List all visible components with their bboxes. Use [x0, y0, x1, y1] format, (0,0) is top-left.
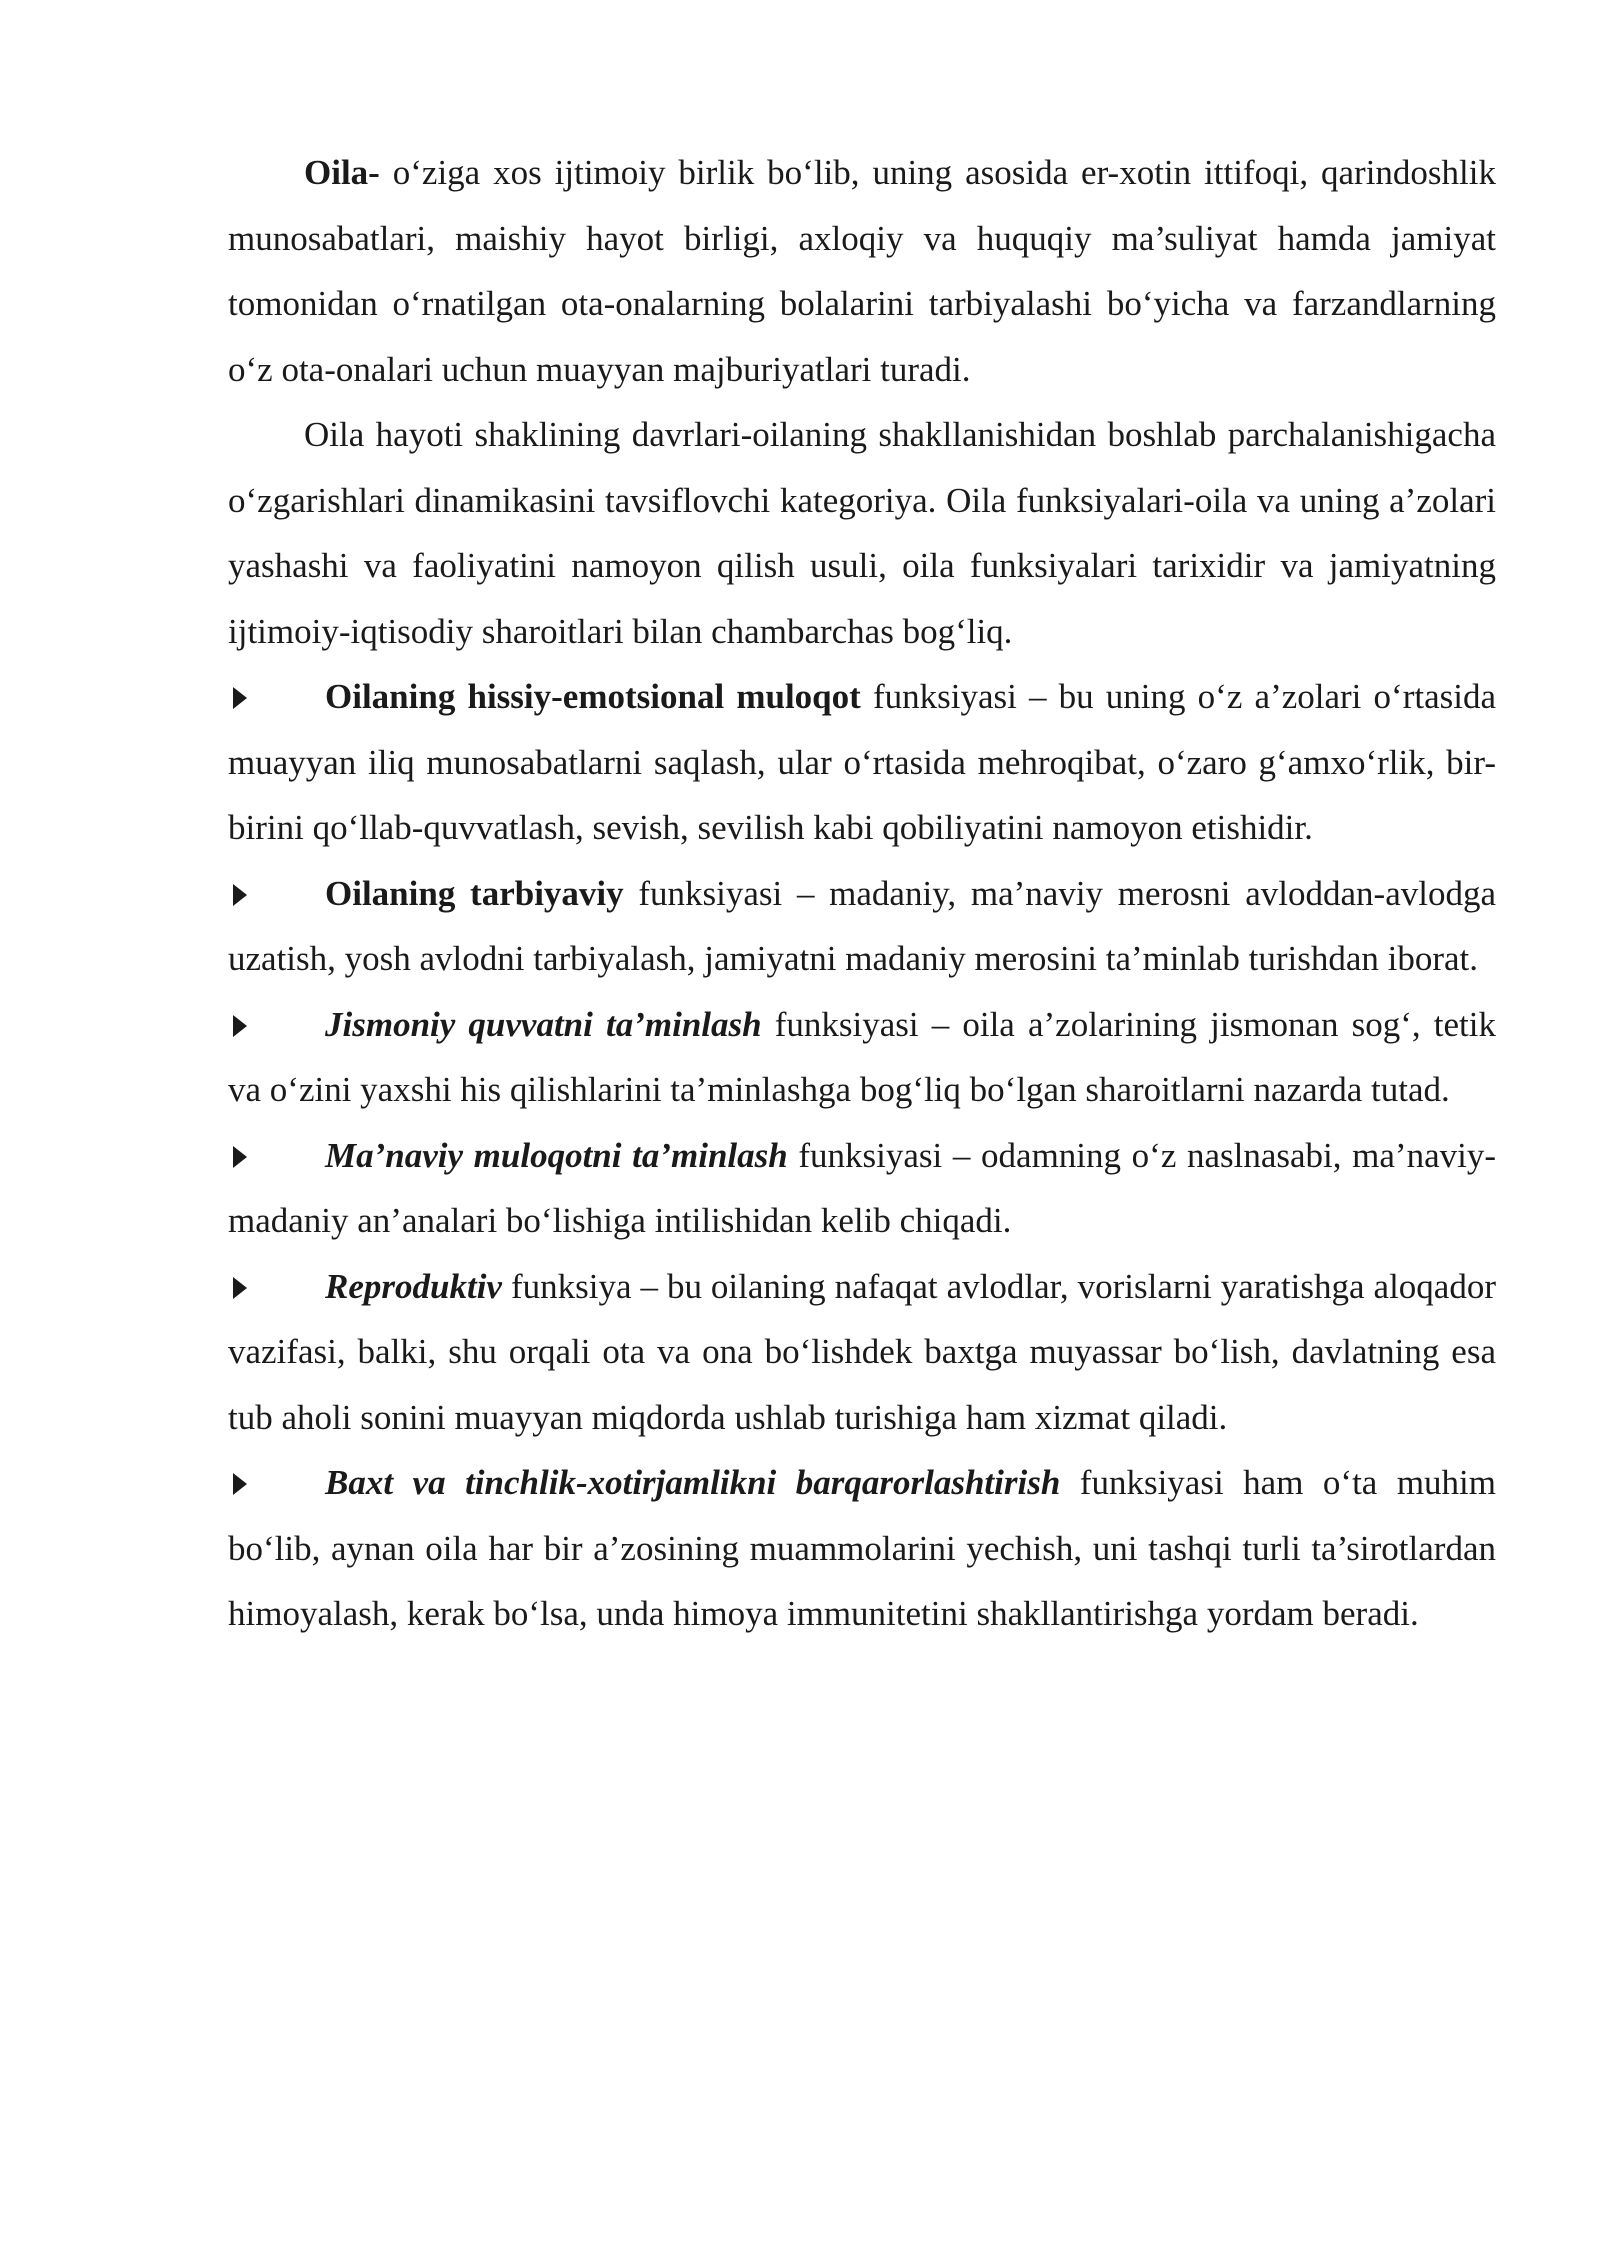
- function-text: funksiyasi – bu uning o‘z a’zolari o‘rtasida muayyan iliq munosabatlarni saqlash, ular o‘rtasida mehroqibat, o‘zaro g‘amxo‘rlik, bir-birini qo‘llab-quvvatlash, sevish, sevilish kabi qobiliyatini namoyon etishidir.: [228, 677, 1496, 847]
- function-term: Oilaning hissiy-emotsional muloqot: [325, 677, 861, 716]
- function-item-educational: [228, 861, 1496, 992]
- function-text: funksiyasi – oila a’zolarining jismonan sog‘, tetik va o‘zini yaxshi his qilishlarini ta’minlashga bog‘liq bo‘lgan sharoitlarni nazarda tutad.: [228, 1004, 1496, 1109]
- function-term: Baxt va tinchlik-xotirjamlikni barqarorlashtirish: [325, 1463, 1061, 1502]
- paragraph-oila-hayoti: [228, 402, 1496, 664]
- paragraph-oila-definition: [228, 140, 1496, 402]
- function-text: funksiyasi ham o‘ta muhim bo‘lib, aynan oila har bir a’zosining muammolarini yechish, uni tashqi turli ta’sirotlardan himoyalash, kerak bo‘lsa, unda himoya immunitetini shakllantirishga yordam beradi.: [228, 1463, 1497, 1633]
- bullet-arrow-icon: [233, 1015, 247, 1037]
- function-item-physical: [228, 992, 1496, 1123]
- function-term: Ma’naviy muloqotni ta’minlash: [325, 1135, 788, 1175]
- bullet-arrow-icon: [233, 1277, 247, 1299]
- function-item-reproductive: [228, 1254, 1496, 1451]
- bullet-arrow-icon: [233, 1146, 247, 1168]
- function-item-spiritual: [228, 1123, 1496, 1254]
- paragraph-text: Oila hayoti shaklining davrlari-oilaning shakllanishidan boshlab parchalanishigacha o‘zgarishlari dinamikasini tavsiflovchi kategoriya. Oila funksiyalari-oila va uning a’zolari yashashi va faoliyatini namoyon qilish usuli, oila funksiyalari tarixidir va jamiyatning ijtimoiy-iqtisodiy sharoitlari bilan chambarchas bog‘liq.: [228, 415, 1496, 651]
- document-page: [228, 140, 1496, 1647]
- function-text: funksiya – bu oilaning nafaqat avlodlar, vorislarni yaratishga aloqador vazifasi, balki, shu orqali ota va ona bo‘lishdek baxtga muyassar bo‘lish, davlatning esa tub aholi sonini muayyan miqdorda ushlab turishiga ham xizmat qiladi.: [228, 1266, 1496, 1437]
- bullet-arrow-icon: [233, 687, 247, 709]
- function-item-emotional: [228, 664, 1496, 861]
- bullet-arrow-icon: [233, 884, 247, 906]
- function-term: Reproduktiv: [325, 1266, 502, 1306]
- function-text: funksiyasi – odamning o‘z naslnasabi, ma’naviy-madaniy an’analari bo‘lishiga intilishidan kelib chiqadi.: [228, 1135, 1496, 1240]
- function-term: Oilaning tarbiyaviy: [325, 873, 624, 913]
- term-oila: Oila-: [304, 153, 380, 192]
- function-text: funksiyasi – madaniy, ma’naviy merosni avloddan-avlodga uzatish, yosh avlodni tarbiyalash, jamiyatni madaniy merosini ta’minlab turishdan iborat.: [228, 873, 1496, 978]
- bullet-arrow-icon: [233, 1473, 247, 1495]
- function-term: Jismoniy quvvatni ta’minlash: [325, 1004, 762, 1044]
- paragraph-text: o‘ziga xos ijtimoiy birlik bo‘lib, uning asosida er-xotin ittifoqi, qarindoshlik munosabatlari, maishiy hayot birligi, axloqiy va huquqiy ma’suliyat hamda jamiyat tomonidan o‘rnatilgan ota-onalarning bolalarini tarbiyalashi bo‘yicha va farzandlarning o‘z ota-onalari uchun muayyan majburiyatlari turadi.: [228, 153, 1496, 389]
- function-item-stability: [228, 1450, 1496, 1647]
